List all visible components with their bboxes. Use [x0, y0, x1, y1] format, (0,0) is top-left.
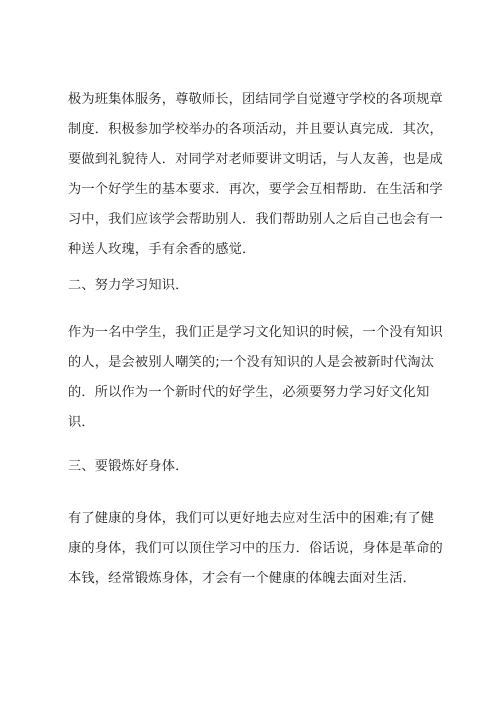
- paragraph-2-line-2: 的人，是会被别人嘲笑的;一个没有知识的人是会被新时代淘汰: [68, 355, 435, 370]
- section-heading-2: 二、努力学习知识．: [68, 278, 189, 293]
- paragraph-3-line-2: 康的身体，我们可以顶住学习中的压力．俗话说，身体是革命的: [68, 541, 443, 556]
- paragraph-2-line-3: 的．所以作为一个新时代的好学生，必须要努力学习好文化知: [68, 385, 430, 400]
- paragraph-1-line-6: 种送人玫瑰，手有余香的感觉．: [68, 242, 256, 257]
- paragraph-3-line-1: 有了健康的身体，我们可以更好地去应对生活中的困难;有了健: [68, 511, 435, 526]
- paragraph-2-line-4: 识．: [68, 415, 95, 430]
- section-heading-3: 三、要锻炼好身体．: [68, 459, 189, 474]
- paragraph-2-line-1: 作为一名中学生，我们正是学习文化知识的时候，一个没有知识: [68, 325, 443, 340]
- paragraph-1-line-3: 要做到礼貌待人．对同学对老师要讲文明话，与人友善，也是成: [68, 152, 443, 167]
- paragraph-1-line-1: 极为班集体服务，尊敬师长，团结同学自觉遵守学校的各项规章: [68, 92, 443, 107]
- paragraph-1-line-4: 为一个好学生的基本要求．再次，要学会互相帮助．在生活和学: [68, 182, 443, 197]
- paragraph-1-line-2: 制度．积极参加学校举办的各项活动，并且要认真完成．其次，: [68, 122, 443, 137]
- paragraph-1-line-5: 习中，我们应该学会帮助别人．我们帮助别人之后自己也会有一: [68, 212, 443, 227]
- paragraph-3-line-3: 本钱，经常锻炼身体，才会有一个健康的体魄去面对生活．: [68, 571, 417, 586]
